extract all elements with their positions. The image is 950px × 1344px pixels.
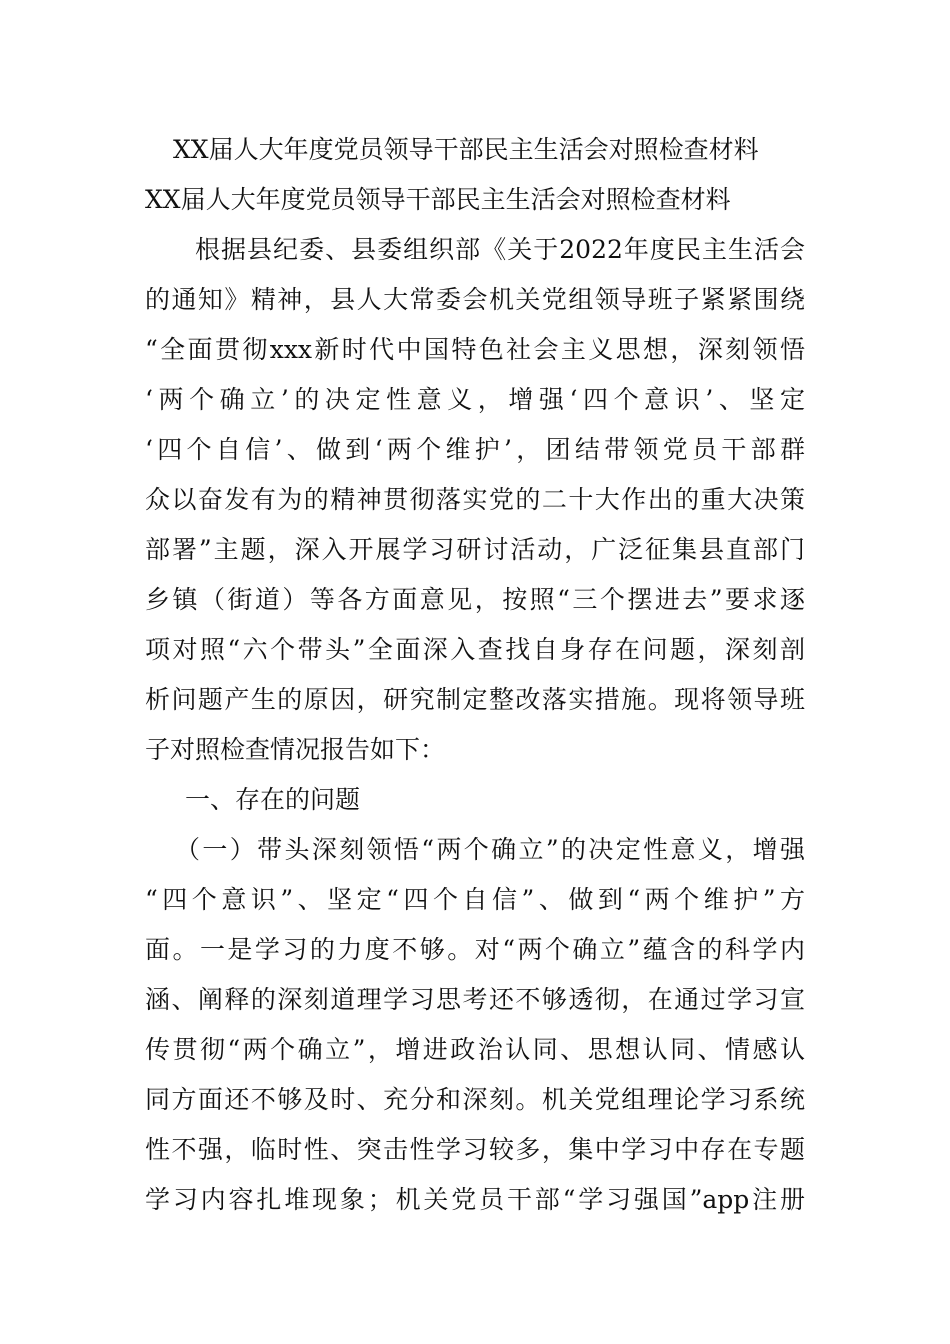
section-heading: 一、存在的问题 [185, 785, 361, 814]
document-title: XX届人大年度党员领导干部民主生活会对照检查材料 [173, 135, 759, 164]
paragraph-line: ‘两个确立’的决定性意义，增强‘四个意识’、坚定 [145, 385, 805, 414]
paragraph-line: 众以奋发有为的精神贯彻落实党的二十大作出的重大决策 [145, 485, 805, 514]
paragraph-line: 析问题产生的原因，研究制定整改落实措施。现将领导班 [145, 685, 805, 714]
paragraph-line: 传贯彻“两个确立”，增进政治认同、思想认同、情感认 [145, 1035, 805, 1064]
paragraph-line: “全面贯彻xxx新时代中国特色社会主义思想，深刻领悟 [145, 335, 805, 364]
paragraph-line: 性不强，临时性、突击性学习较多，集中学习中存在专题 [145, 1135, 805, 1164]
paragraph-line: ‘四个自信’、做到‘两个维护’，团结带领党员干部群 [145, 435, 805, 464]
paragraph-line: 的通知》精神，县人大常委会机关党组领导班子紧紧围绕 [145, 285, 805, 314]
paragraph-line: 子对照检查情况报告如下： [145, 735, 446, 764]
paragraph-line: 根据县纪委、县委组织部《关于2022年度民主生活会 [195, 235, 805, 264]
paragraph-line: 同方面还不够及时、充分和深刻。机关党组理论学习系统 [145, 1085, 805, 1114]
document-subtitle: XX届人大年度党员领导干部民主生活会对照检查材料 [145, 185, 731, 214]
paragraph-line: （一）带头深刻领悟“两个确立”的决定性意义，增强 [175, 835, 805, 864]
paragraph-line: 部署”主题，深入开展学习研讨活动，广泛征集县直部门 [145, 535, 805, 564]
paragraph-line: 面。一是学习的力度不够。对“两个确立”蕴含的科学内 [145, 935, 805, 964]
paragraph-line: “四个意识”、坚定“四个自信”、做到“两个维护”方 [145, 885, 805, 914]
paragraph-line: 涵、阐释的深刻道理学习思考还不够透彻，在通过学习宣 [145, 985, 805, 1014]
paragraph-line: 项对照“六个带头”全面深入查找自身存在问题，深刻剖 [145, 635, 805, 664]
paragraph-line: 学习内容扎堆现象；机关党员干部“学习强国”app注册 [145, 1185, 805, 1214]
paragraph-line: 乡镇（街道）等各方面意见，按照“三个摆进去”要求逐 [145, 585, 805, 614]
